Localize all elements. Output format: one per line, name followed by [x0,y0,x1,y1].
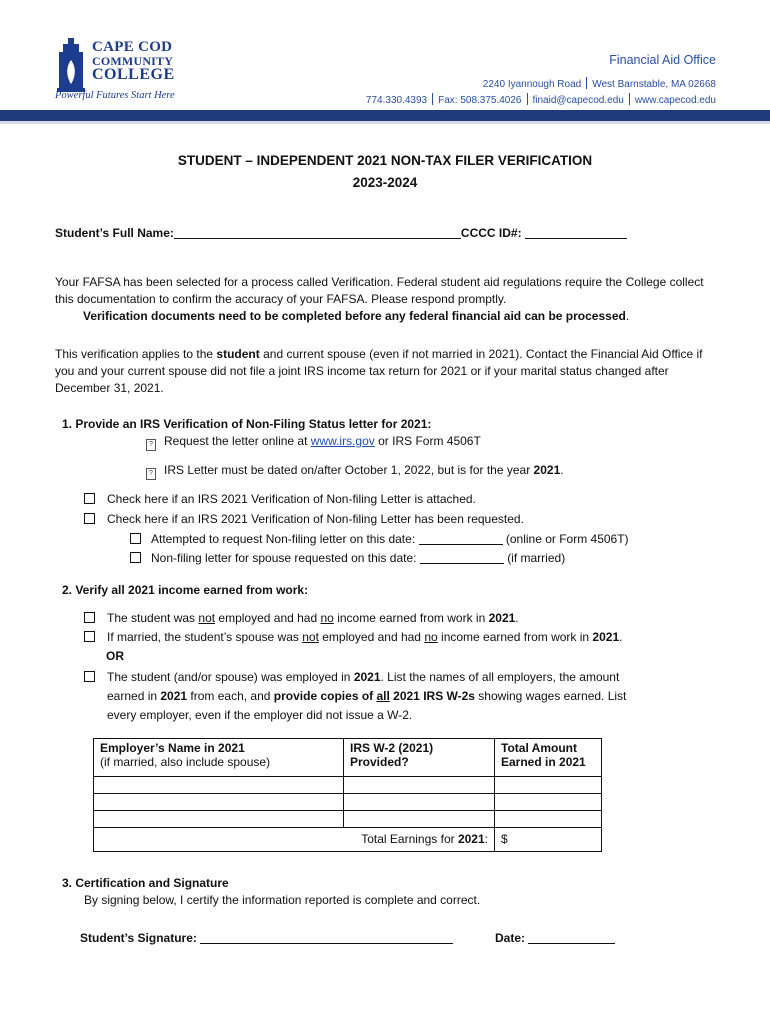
c3g: provide copies of [273,689,377,703]
cell[interactable] [344,811,495,828]
office-contact [366,93,716,106]
employer-table [93,738,602,852]
c2e: income earned from work in [437,630,593,644]
total-row [94,828,602,852]
address-street: 2240 Iyannough Road [482,79,582,90]
section1-bullet1 [146,434,481,451]
cell[interactable] [495,794,602,811]
c3e: 2021 [160,689,188,703]
award-year: 2023-2024 [352,175,418,190]
c1f: 2021 [488,611,516,625]
c2b: not [302,630,319,644]
scope-text-b: student [216,347,260,361]
checkbox[interactable] [130,533,141,544]
checkbox[interactable] [84,631,95,642]
total-amount-field[interactable] [495,828,602,852]
h3b: Earned in 2021 [501,755,586,769]
signature-field[interactable] [200,932,453,944]
check-student-not-employed[interactable]: The student was not employed and had no income earned from work in 2021. [84,611,519,625]
c2c: employed and had [318,630,425,644]
check-employed[interactable] [84,668,684,725]
bullet2-year: 2021 [533,463,561,477]
checkbox[interactable] [84,513,95,524]
cell[interactable] [495,811,602,828]
total-label [94,828,495,852]
logo-tagline: Powerful Futures Start Here [55,90,175,101]
header-bar [0,110,770,121]
cell[interactable] [94,811,344,828]
date-row: Date: [495,931,615,945]
attempted-label: Attempted to request Non-filing letter on this date: [151,532,416,546]
cell[interactable] [344,777,495,794]
c1b: not [198,611,216,625]
h2b: Provided? [350,755,409,769]
c2a: If married, the student’s spouse was [107,630,303,644]
cell[interactable] [344,794,495,811]
section3-heading: 3. Certification and Signature [62,876,229,890]
student-info-row [55,226,627,240]
c1a: The student was [107,611,199,625]
cell[interactable] [94,794,344,811]
bullet1-text-b: or IRS Form 4506T [374,434,481,448]
c3a: The student (and/or spouse) was employed in [107,670,354,684]
cell[interactable] [495,777,602,794]
logo-wordmark [92,40,175,82]
checkbox[interactable] [84,671,95,682]
fax: Fax: 508.375.4026 [438,95,522,106]
page-title: STUDENT – INDEPENDENT 2021 NON-TAX FILER VERIFICATION [177,153,593,168]
table-row[interactable] [94,777,602,794]
spouse-note: (if married) [507,551,566,565]
logo-line2: COMMUNITY [92,54,174,68]
id-field[interactable] [525,227,627,239]
c2d: no [424,630,438,644]
currency-symbol: $ [501,832,508,846]
bullet-icon: ? [146,439,156,451]
c3b: 2021 [353,670,381,684]
c3h: all [376,689,390,703]
h1b: (if married, also include spouse) [100,755,271,769]
logo-line1: CAPE COD [92,39,173,55]
c2f: 2021 [592,630,620,644]
office-name: Financial Aid Office [609,53,716,67]
address-city: West Barnstable, MA 02668 [592,79,716,90]
date-label: Date [495,931,522,945]
table-header-row [94,739,602,777]
section1-bullet2: ? IRS Letter must be dated on/after October 1, 2022, but is for the year 2021. [146,463,564,480]
cell[interactable] [94,777,344,794]
logo-line3: COLLEGE [92,66,175,83]
total-colon: : [484,832,488,846]
checkbox[interactable] [84,493,95,504]
header-bar-shadow [0,121,770,124]
total-year: 2021 [457,832,485,846]
check-spouse-requested[interactable] [130,551,565,565]
checkbox[interactable] [130,552,141,563]
phone: 774.330.4393 [365,95,428,106]
date-field[interactable] [528,932,615,944]
attempted-date-field[interactable] [419,533,503,545]
spouse-requested-label: Non-filing letter for spouse requested on this date: [151,551,417,565]
name-label: Student’s Full Name: [55,226,174,240]
check-requested[interactable] [84,512,524,526]
header-employer [94,739,344,777]
irs-link[interactable]: www.irs.gov [310,434,375,448]
attempted-note: (online or Form 4506T) [505,532,629,546]
section1-heading: 1. Provide an IRS Verification of Non-Filing Status letter for 2021: [62,417,432,431]
email-link[interactable]: finaid@capecod.edu [532,95,624,106]
intro-bold: Verification documents need to be completed before any federal financial aid can be processed [83,309,626,323]
intro-text: Your FAFSA has been selected for a process called Verification. Federal student aid regulations require the College collect this documentation to confirm the accuracy of your FAFSA. Please respond promptly. [55,275,704,306]
c3f: from each, and [187,689,274,703]
check-requested-label: Check here if an IRS 2021 Verification of Non-filing Letter has been requested. [107,512,524,526]
c1e: income earned from work in [333,611,489,625]
table-row[interactable] [94,794,602,811]
name-field[interactable] [174,227,461,239]
college-logo-icon [55,38,87,94]
signature-label: Student’s Signature [80,931,193,945]
checkbox[interactable] [84,612,95,623]
c3d: earned in [107,689,161,703]
spouse-date-field[interactable] [420,552,504,564]
c3c: . List the names of all employers, the amount [380,670,620,684]
section2-heading: 2. Verify all 2021 income earned from work: [62,583,309,597]
scope-text-a: This verification applies to the [55,347,217,361]
check-attached-label: Check here if an IRS 2021 Verification of Non-filing Letter is attached. [107,492,476,506]
check-attached[interactable] [84,492,476,506]
table-row[interactable] [94,811,602,828]
c3j: showing wages earned. List [474,689,627,703]
total-text: Total Earnings for [361,832,458,846]
c3i: 2021 IRS W-2s [389,689,475,703]
h2: IRS W-2 (2021) [350,741,434,755]
scope-text-c: and current spouse (even if not married in 2021). Contact the Financial Aid Office if you and your current spouse did not file a joint IRS income tax return for 2021 or if your marital status changed after December 31, 2021. [55,347,703,395]
intro-paragraph: Your FAFSA has been selected for a process called Verification. Federal student aid regulations require the College collect this documentation to confirm the accuracy of your FAFSA. Please respond promptly. Verification documents need to be completed before any federal financial aid can be processed. [55,275,704,323]
h3: Total Amount [501,741,577,755]
header-amount [495,739,602,777]
id-label: CCCC ID#: [460,226,522,240]
header-w2 [344,739,495,777]
c1c: employed and had [215,611,321,625]
scope-paragraph [55,346,725,397]
bullet2-text: IRS Letter must be dated on/after October 1, 2022, but is for the year [164,463,534,477]
c3k: every employer, even if the employer did not issue a W-2. [107,708,413,722]
signature-row: Student’s Signature: [80,931,453,945]
check-spouse-not-employed[interactable]: If married, the student’s spouse was not employed and had no income earned from work in 2021. [84,630,622,644]
certification-text: By signing below, I certify the information reported is complete and correct. [84,893,481,907]
bullet-icon: ? [146,468,156,480]
bullet1-text: Request the letter online at [164,434,311,448]
website-link[interactable]: www.capecod.edu [634,95,716,106]
c1d: no [320,611,334,625]
check-attempted[interactable] [130,532,629,546]
or-label: OR [106,649,124,663]
office-address [483,77,716,90]
h1: Employer’s Name in 2021 [100,741,245,755]
